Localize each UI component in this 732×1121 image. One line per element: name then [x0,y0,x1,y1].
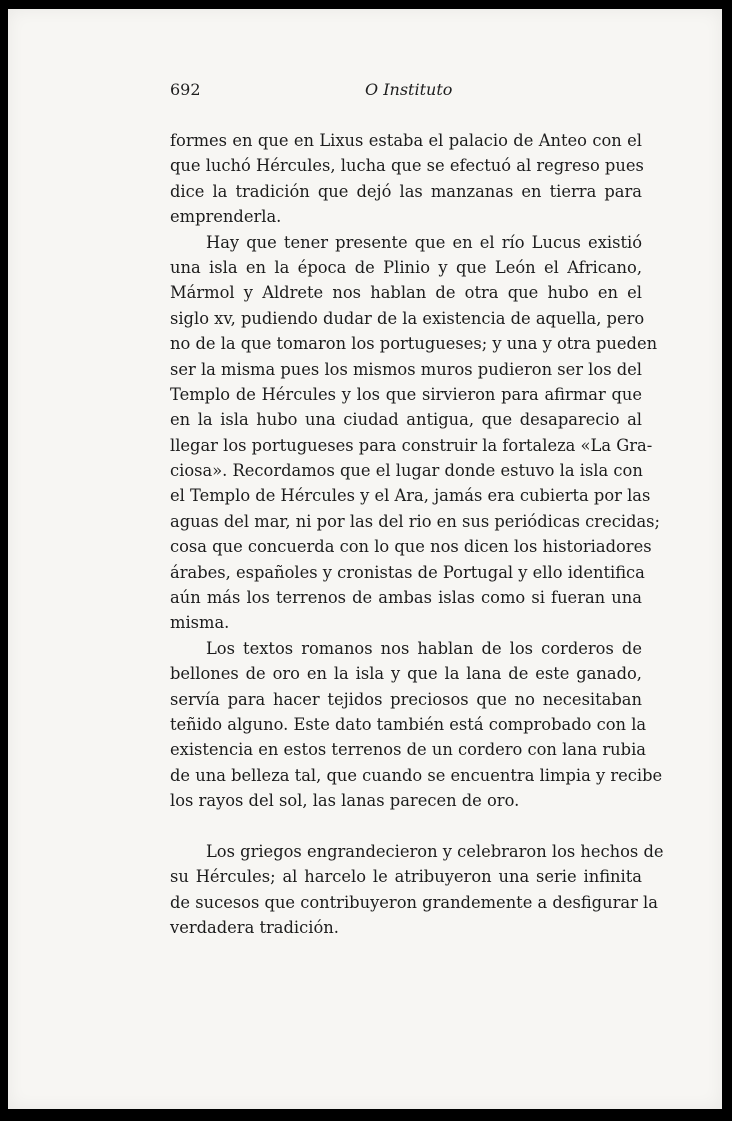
text-line: árabes, españoles y cronistas de Portugal y ello identifica [170,562,645,582]
text-line: Los textos romanos nos hablan de los corderos de [206,638,642,658]
paragraph-1 [170,128,642,230]
text-line: aún más los terrenos de ambas islas como si fueran una [170,588,642,608]
text-line: de sucesos que contribuyeron grandemente a desfigurar la [170,892,658,912]
text-line: ciosa». Recordamos que el lugar donde estuvo la isla con [170,461,643,481]
page-header [170,80,640,104]
text-line: bellones de oro en la isla y que la lana de este ganado, [170,664,642,684]
text-line: el Templo de Hércules y el Ara, jamás era cubierta por las [170,486,651,506]
paragraph-spacer [170,814,642,839]
text-line: servía para hacer tejidos preciosos que no necesitaban [170,689,642,709]
book-page [8,9,722,1109]
text-line: Templo de Hércules y los que sirvieron para afirmar que [170,384,642,404]
text-line: una isla en la época de Plinio y que León el Africano, [170,257,642,277]
text-line: aguas del mar, ni por las del rio en sus periódicas crecidas; [170,511,661,531]
text-line: cosa que concuerda con lo que nos dicen los historiadores [170,537,652,557]
text-line: verdadera tradición. [170,918,339,938]
text-line: Hay que tener presente que en el río Lucus existió [206,232,642,252]
paragraph-4 [170,839,664,941]
text-line: formes en que en Lixus estaba el palacio de Anteo con el [170,131,642,150]
body-text [170,128,664,941]
text-line: en la isla hubo una ciudad antigua, que desaparecio al [170,410,642,430]
text-line: misma. [170,613,230,633]
text-line: su Hércules; al harcelo le atribuyeron una serie infinita [170,867,642,887]
text-line: ser la misma pues los mismos muros pudieron ser los del [170,359,642,379]
page-number: 692 [170,80,201,99]
text-line: los rayos del sol, las lanas parecen de oro. [170,791,520,811]
text-line: dice la tradición que dejó las manzanas en tierra para [170,181,642,201]
text-line: emprenderla. [170,207,282,227]
running-title: O Instituto [365,80,453,99]
text-line: de una belleza tal, que cuando se encuentra limpia y recibe [170,765,663,785]
paragraph-3 [170,636,663,814]
text-line: Mármol y Aldrete nos hablan de otra que hubo en el [170,283,642,303]
text-line: llegar los portugueses para construir la fortaleza «La Gra- [170,435,653,455]
text-line: que luchó Hércules, lucha que se efectuó al regreso pues [170,156,644,176]
text-line: siglo xv, pudiendo dudar de la existencia de aquella, pero [170,308,645,328]
text-line: existencia en estos terrenos de un cordero con lana rubia [170,740,646,760]
paragraph-2 [170,230,661,636]
text-line: teñido alguno. Este dato también está comprobado con la [170,714,647,734]
text-line: Los griegos engrandecieron y celebraron los hechos de [206,841,664,861]
text-line: no de la que tomaron los portugueses; y una y otra pueden [170,334,658,354]
